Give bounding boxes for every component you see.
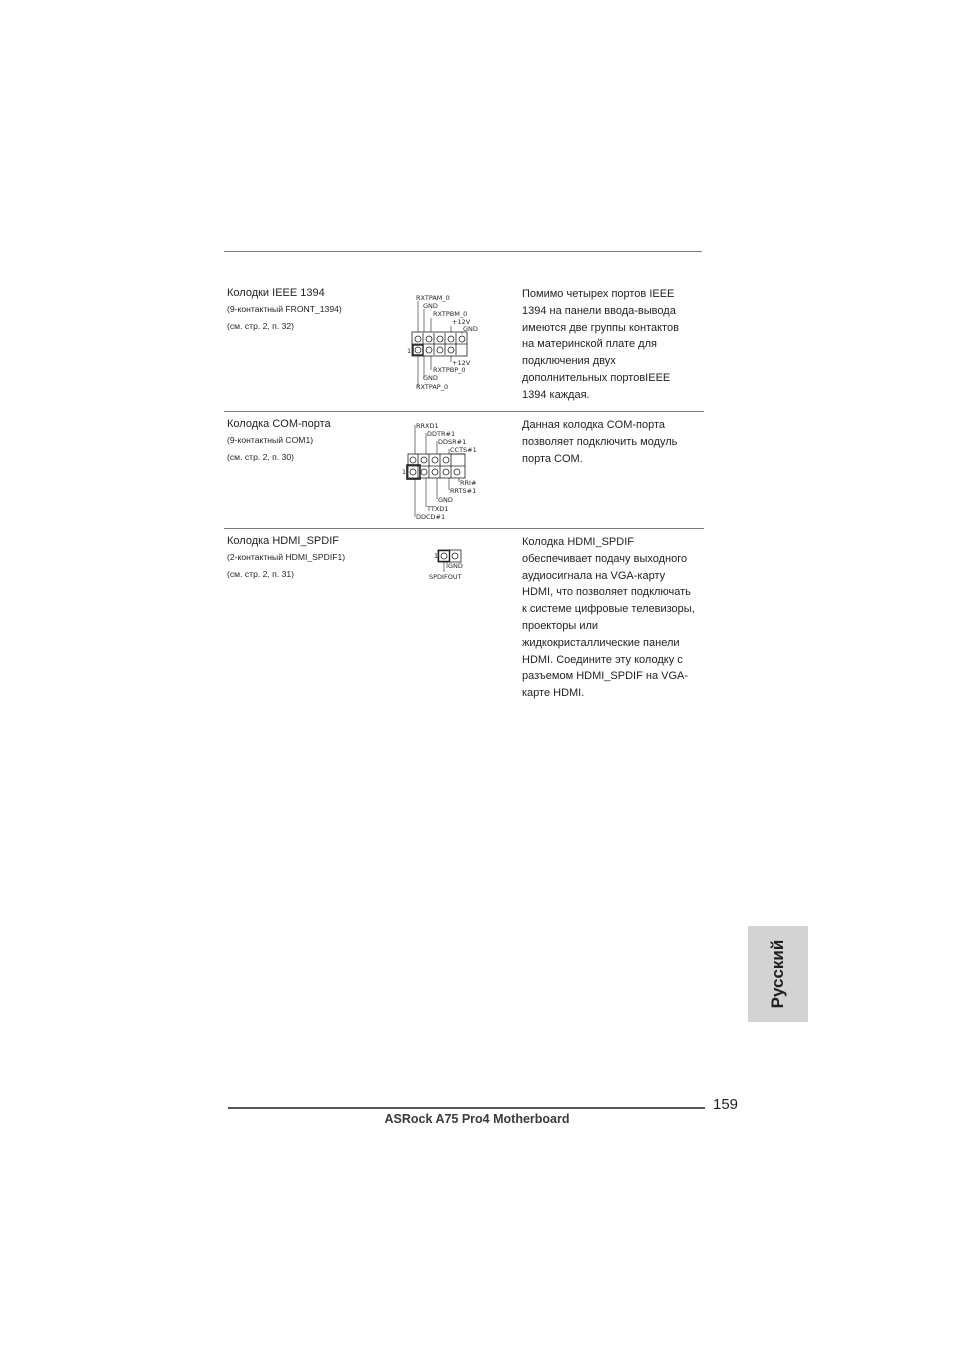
pin1-marker: 1: [402, 468, 407, 476]
description-line: подключения двух: [522, 355, 616, 368]
description-line: позволяет подключить модуль: [522, 435, 678, 448]
header-outline: [438, 550, 461, 562]
description-line: 1394 на панели ввода-вывода: [522, 304, 676, 317]
pin-label: RXTPBM_0: [433, 310, 468, 318]
language-label: Русский: [768, 939, 787, 1009]
description-line: порта COM.: [522, 452, 583, 465]
section-description: [522, 534, 712, 702]
section-description: [522, 417, 712, 467]
pin-label: GND: [448, 562, 463, 570]
page-number: 159: [713, 1096, 739, 1113]
description-line: Колодка HDMI_SPDIF: [522, 536, 634, 548]
description-line: карте HDMI.: [522, 687, 585, 700]
description-line: проекторы или: [522, 619, 599, 632]
pin-label: RXTPAM_0: [416, 294, 450, 302]
leader-lines: [444, 562, 447, 572]
section-ieee1394: [227, 286, 703, 411]
hdmi-spdif-pin-diagram: [427, 548, 477, 582]
pin-circles: [412, 333, 467, 355]
section-subtitle: (9-контактный COM1): [227, 435, 314, 445]
pin-label: RRI#: [460, 479, 477, 487]
description-line: разъемом HDMI_SPDIF на VGA-: [522, 670, 689, 683]
description-line: дополнительных портовIEEE: [522, 371, 671, 384]
pin1-marker: 1: [434, 552, 439, 560]
pin-label: GND: [423, 302, 438, 310]
pin-label: DDSR#1: [438, 438, 467, 446]
top-rule: [224, 251, 702, 252]
description-line: обеспечивает подачу выходного: [522, 552, 688, 565]
pin-label: GND: [423, 374, 438, 382]
section-divider: [224, 528, 704, 529]
description-line: имеются две группы контактов: [522, 321, 679, 334]
description-line: HDMI. Соедините эту колодку с: [522, 653, 683, 666]
pin-label: DDCD#1: [416, 513, 446, 521]
pin-label: GND: [438, 496, 453, 504]
section-page-ref: (см. стр. 2, п. 30): [227, 452, 295, 462]
footer-title: ASRock A75 Pro4 Motherboard: [384, 1112, 570, 1126]
description-line: на материнской плате для: [522, 338, 657, 351]
section-subtitle: (9-контактный FRONT_1394): [227, 304, 342, 314]
description-line: Данная колодка COM-порта: [522, 419, 666, 431]
pin-label: RRXD1: [416, 422, 439, 430]
pin1-marker: 1: [407, 347, 412, 355]
pin-label: RXTPBP_0: [433, 366, 466, 374]
section-page-ref: (см. стр. 2, п. 31): [227, 569, 295, 579]
pin-label: RXTPAP_0: [416, 383, 449, 391]
pin-label: DDTR#1: [427, 430, 456, 438]
section-title: Колодка HDMI_SPDIF: [227, 535, 339, 547]
language-side-tab: [748, 926, 808, 1022]
section-page-ref: (см. стр. 2, п. 32): [227, 321, 295, 331]
pin-label: +12V: [452, 318, 471, 326]
footer-rule: [228, 1107, 705, 1109]
description-line: жидкокристаллические панели: [522, 636, 680, 649]
description-line: аудиосигнала на VGA-карту: [522, 569, 666, 582]
pin-label: GND: [463, 325, 478, 333]
pin-circles: [408, 454, 465, 478]
com-port-pin-diagram: [402, 419, 492, 523]
section-hdmi-spdif: [227, 534, 703, 704]
pin-label: TTXD1: [427, 505, 449, 513]
section-divider: [224, 411, 704, 412]
pin-label: RRTS#1: [450, 487, 477, 495]
description-line: 1394 каждая.: [522, 388, 590, 401]
section-title: Колодка COM-порта: [227, 418, 331, 430]
description-line: к системе цифровые телевизоры,: [522, 603, 695, 616]
section-com-port: [227, 417, 703, 527]
pin-label: SPDIFOUT: [429, 573, 462, 581]
section-title: Колодки IEEE 1394: [227, 287, 325, 299]
pin-label: +12V: [452, 359, 471, 367]
pin-label: CCTS#1: [450, 446, 477, 454]
description-line: Помимо четырех портов IEEE: [522, 288, 675, 300]
section-subtitle: (2-контактный HDMI_SPDIF1): [227, 552, 346, 562]
description-line: HDMI, что позволяет подключать: [522, 586, 691, 599]
section-description: [522, 286, 712, 404]
ieee1394-pin-diagram: [407, 292, 497, 398]
